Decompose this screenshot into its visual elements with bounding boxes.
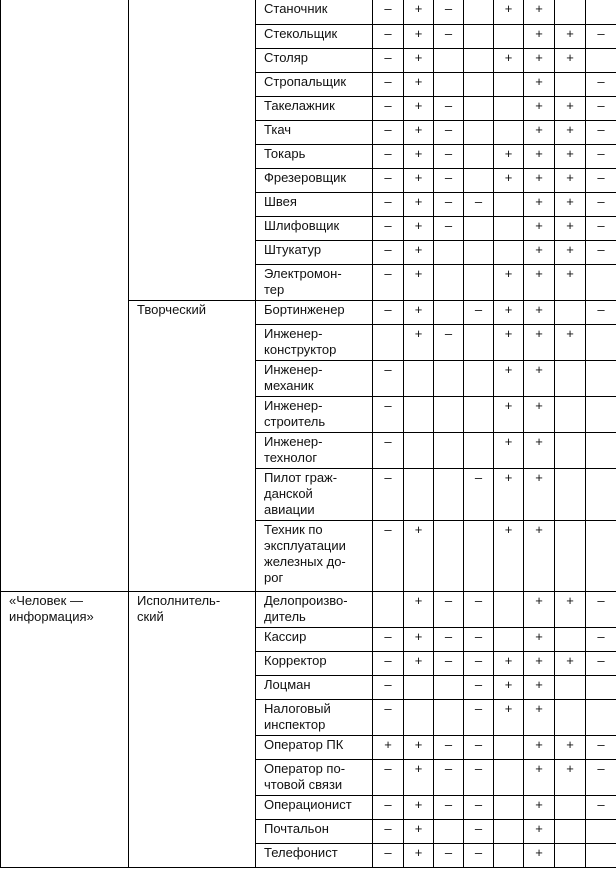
profession-name-cell: Инженер- строитель: [256, 396, 373, 432]
mark-cell: [586, 819, 616, 843]
mark-cell: –: [434, 759, 464, 795]
mark-cell: +: [404, 48, 434, 72]
mark-cell: [404, 468, 434, 520]
mark-cell: –: [373, 520, 404, 591]
mark-cell: +: [524, 759, 555, 795]
mark-cell: –: [464, 699, 494, 735]
mark-cell: [464, 0, 494, 24]
mark-cell: –: [373, 699, 404, 735]
mark-cell: +: [524, 0, 555, 24]
mark-cell: +: [494, 675, 524, 699]
mark-cell: [434, 72, 464, 96]
profession-name-cell: Швея: [256, 192, 373, 216]
mark-cell: +: [524, 699, 555, 735]
mark-cell: –: [373, 96, 404, 120]
profession-name-cell: Пилот граж- данской авиации: [256, 468, 373, 520]
mark-cell: [494, 759, 524, 795]
profession-name-cell: Шлифовщик: [256, 216, 373, 240]
mark-cell: +: [524, 96, 555, 120]
mark-cell: [494, 240, 524, 264]
mark-cell: [494, 24, 524, 48]
mark-cell: [434, 264, 464, 300]
mark-cell: +: [524, 468, 555, 520]
mark-cell: [434, 240, 464, 264]
mark-cell: –: [373, 264, 404, 300]
mark-cell: +: [404, 264, 434, 300]
mark-cell: +: [524, 819, 555, 843]
mark-cell: +: [555, 759, 586, 795]
mark-cell: +: [494, 396, 524, 432]
mark-cell: +: [494, 324, 524, 360]
mark-cell: [555, 675, 586, 699]
mark-cell: –: [373, 72, 404, 96]
type-cell: [129, 0, 256, 300]
mark-cell: –: [464, 735, 494, 759]
mark-cell: [464, 48, 494, 72]
mark-cell: –: [464, 795, 494, 819]
mark-cell: –: [586, 168, 616, 192]
mark-cell: +: [524, 240, 555, 264]
mark-cell: +: [494, 48, 524, 72]
profession-name-cell: Операционист: [256, 795, 373, 819]
mark-cell: +: [555, 216, 586, 240]
mark-cell: [555, 795, 586, 819]
mark-cell: +: [524, 192, 555, 216]
mark-cell: [464, 216, 494, 240]
mark-cell: +: [524, 651, 555, 675]
mark-cell: [586, 843, 616, 867]
mark-cell: [434, 675, 464, 699]
mark-cell: +: [404, 300, 434, 324]
mark-cell: +: [404, 651, 434, 675]
profession-name-cell: Столяр: [256, 48, 373, 72]
mark-cell: [586, 264, 616, 300]
mark-cell: +: [404, 168, 434, 192]
profession-name-cell: Фрезеровщик: [256, 168, 373, 192]
mark-cell: +: [524, 591, 555, 627]
mark-cell: [494, 627, 524, 651]
mark-cell: +: [524, 396, 555, 432]
mark-cell: –: [586, 627, 616, 651]
mark-cell: –: [434, 591, 464, 627]
mark-cell: –: [464, 468, 494, 520]
mark-cell: –: [586, 120, 616, 144]
mark-cell: –: [373, 396, 404, 432]
mark-cell: +: [555, 264, 586, 300]
mark-cell: [586, 675, 616, 699]
mark-cell: +: [404, 144, 434, 168]
table-body: [1, 0, 616, 867]
type-cell: Творческий: [129, 300, 256, 591]
mark-cell: +: [555, 324, 586, 360]
mark-cell: –: [373, 627, 404, 651]
mark-cell: +: [555, 96, 586, 120]
mark-cell: +: [524, 627, 555, 651]
mark-cell: [586, 324, 616, 360]
mark-cell: [464, 120, 494, 144]
mark-cell: +: [404, 96, 434, 120]
mark-cell: –: [373, 843, 404, 867]
mark-cell: [555, 0, 586, 24]
mark-cell: +: [524, 300, 555, 324]
mark-cell: –: [373, 759, 404, 795]
type-cell: Исполнитель- ский: [129, 591, 256, 867]
mark-cell: +: [524, 324, 555, 360]
mark-cell: +: [494, 520, 524, 591]
mark-cell: +: [555, 735, 586, 759]
mark-cell: [494, 843, 524, 867]
mark-cell: [434, 819, 464, 843]
mark-cell: +: [555, 120, 586, 144]
mark-cell: [404, 699, 434, 735]
mark-cell: –: [464, 627, 494, 651]
profession-name-cell: Оператор ПК: [256, 735, 373, 759]
mark-cell: –: [373, 795, 404, 819]
mark-cell: +: [524, 360, 555, 396]
mark-cell: +: [524, 843, 555, 867]
mark-cell: +: [494, 300, 524, 324]
mark-cell: –: [464, 651, 494, 675]
profession-name-cell: Стекольщик: [256, 24, 373, 48]
mark-cell: [464, 360, 494, 396]
mark-cell: +: [404, 0, 434, 24]
profession-name-cell: Станочник: [256, 0, 373, 24]
mark-cell: +: [373, 735, 404, 759]
domain-cell: «Человек — информация»: [1, 591, 129, 867]
mark-cell: –: [586, 735, 616, 759]
mark-cell: –: [373, 300, 404, 324]
mark-cell: [404, 432, 434, 468]
mark-cell: +: [404, 591, 434, 627]
mark-cell: [464, 396, 494, 432]
mark-cell: –: [586, 216, 616, 240]
mark-cell: +: [524, 72, 555, 96]
profession-name-cell: Штукатур: [256, 240, 373, 264]
mark-cell: [555, 432, 586, 468]
mark-cell: –: [434, 735, 464, 759]
profession-name-cell: Электромон- тер: [256, 264, 373, 300]
mark-cell: [494, 192, 524, 216]
mark-cell: –: [373, 168, 404, 192]
mark-cell: +: [404, 216, 434, 240]
mark-cell: +: [494, 360, 524, 396]
mark-cell: [464, 432, 494, 468]
mark-cell: [555, 72, 586, 96]
mark-cell: [464, 168, 494, 192]
mark-cell: [373, 591, 404, 627]
mark-cell: +: [524, 675, 555, 699]
mark-cell: [494, 72, 524, 96]
mark-cell: [555, 468, 586, 520]
mark-cell: [555, 699, 586, 735]
mark-cell: [434, 699, 464, 735]
mark-cell: [464, 520, 494, 591]
mark-cell: [586, 468, 616, 520]
domain-cell: [1, 0, 129, 591]
profession-name-cell: Техник по эксплуатации железных до- рог: [256, 520, 373, 591]
mark-cell: [464, 24, 494, 48]
mark-cell: [586, 432, 616, 468]
mark-cell: –: [434, 324, 464, 360]
mark-cell: [434, 48, 464, 72]
mark-cell: [464, 72, 494, 96]
profession-name-cell: Инженер- технолог: [256, 432, 373, 468]
mark-cell: +: [555, 168, 586, 192]
mark-cell: +: [555, 144, 586, 168]
profession-name-cell: Инженер- конструктор: [256, 324, 373, 360]
mark-cell: +: [524, 735, 555, 759]
mark-cell: [434, 520, 464, 591]
mark-cell: [586, 48, 616, 72]
mark-cell: [434, 396, 464, 432]
mark-cell: +: [494, 168, 524, 192]
mark-cell: [555, 520, 586, 591]
mark-cell: +: [555, 48, 586, 72]
mark-cell: [434, 432, 464, 468]
mark-cell: –: [434, 96, 464, 120]
mark-cell: +: [404, 324, 434, 360]
mark-cell: +: [404, 819, 434, 843]
profession-name-cell: Почтальон: [256, 819, 373, 843]
profession-name-cell: Корректор: [256, 651, 373, 675]
mark-cell: –: [434, 216, 464, 240]
mark-cell: [494, 819, 524, 843]
mark-cell: –: [434, 24, 464, 48]
mark-cell: +: [555, 192, 586, 216]
mark-cell: +: [555, 591, 586, 627]
mark-cell: –: [373, 48, 404, 72]
mark-cell: –: [464, 819, 494, 843]
mark-cell: –: [586, 24, 616, 48]
mark-cell: +: [524, 144, 555, 168]
mark-cell: [555, 360, 586, 396]
mark-cell: –: [434, 795, 464, 819]
mark-cell: +: [404, 240, 434, 264]
profession-name-cell: Лоцман: [256, 675, 373, 699]
mark-cell: –: [464, 675, 494, 699]
mark-cell: [464, 96, 494, 120]
mark-cell: +: [524, 520, 555, 591]
mark-cell: +: [494, 144, 524, 168]
mark-cell: –: [373, 216, 404, 240]
mark-cell: [555, 300, 586, 324]
mark-cell: +: [404, 520, 434, 591]
mark-cell: –: [373, 651, 404, 675]
mark-cell: –: [586, 651, 616, 675]
mark-cell: +: [494, 0, 524, 24]
profession-name-cell: Ткач: [256, 120, 373, 144]
mark-cell: [434, 360, 464, 396]
profession-name-cell: Телефонист: [256, 843, 373, 867]
mark-cell: [404, 396, 434, 432]
mark-cell: –: [464, 591, 494, 627]
mark-cell: +: [404, 192, 434, 216]
mark-cell: [586, 360, 616, 396]
mark-cell: [494, 591, 524, 627]
mark-cell: +: [404, 24, 434, 48]
mark-cell: –: [434, 651, 464, 675]
mark-cell: +: [404, 843, 434, 867]
mark-cell: [494, 216, 524, 240]
mark-cell: –: [434, 192, 464, 216]
table-row: [1, 0, 616, 24]
mark-cell: +: [555, 651, 586, 675]
mark-cell: +: [555, 240, 586, 264]
mark-cell: –: [373, 24, 404, 48]
mark-cell: +: [494, 699, 524, 735]
mark-cell: –: [586, 192, 616, 216]
mark-cell: [494, 735, 524, 759]
mark-cell: [555, 627, 586, 651]
mark-cell: [494, 96, 524, 120]
mark-cell: [586, 699, 616, 735]
mark-cell: [373, 324, 404, 360]
mark-cell: +: [494, 468, 524, 520]
mark-cell: –: [373, 468, 404, 520]
mark-cell: –: [373, 144, 404, 168]
mark-cell: –: [464, 843, 494, 867]
mark-cell: –: [464, 192, 494, 216]
mark-cell: [586, 0, 616, 24]
mark-cell: +: [404, 795, 434, 819]
profession-name-cell: Оператор по- чтовой связи: [256, 759, 373, 795]
mark-cell: –: [586, 144, 616, 168]
mark-cell: –: [373, 675, 404, 699]
mark-cell: +: [404, 120, 434, 144]
mark-cell: +: [404, 72, 434, 96]
mark-cell: [586, 396, 616, 432]
mark-cell: –: [373, 240, 404, 264]
mark-cell: –: [586, 591, 616, 627]
profession-name-cell: Делопроизво- дитель: [256, 591, 373, 627]
mark-cell: [464, 264, 494, 300]
mark-cell: [494, 795, 524, 819]
mark-cell: –: [586, 795, 616, 819]
profession-name-cell: Стропальщик: [256, 72, 373, 96]
mark-cell: +: [524, 795, 555, 819]
mark-cell: +: [524, 216, 555, 240]
mark-cell: –: [373, 192, 404, 216]
mark-cell: –: [586, 300, 616, 324]
profession-name-cell: Бортинженер: [256, 300, 373, 324]
mark-cell: [555, 819, 586, 843]
mark-cell: –: [434, 0, 464, 24]
mark-cell: –: [373, 819, 404, 843]
mark-cell: –: [434, 843, 464, 867]
mark-cell: [434, 468, 464, 520]
mark-cell: –: [373, 432, 404, 468]
mark-cell: –: [434, 120, 464, 144]
mark-cell: –: [434, 627, 464, 651]
mark-cell: [494, 120, 524, 144]
mark-cell: –: [464, 759, 494, 795]
mark-cell: +: [494, 264, 524, 300]
mark-cell: [404, 675, 434, 699]
profession-name-cell: Токарь: [256, 144, 373, 168]
profession-name-cell: Кассир: [256, 627, 373, 651]
mark-cell: +: [524, 264, 555, 300]
mark-cell: –: [586, 72, 616, 96]
mark-cell: –: [373, 360, 404, 396]
mark-cell: [464, 240, 494, 264]
profession-name-cell: Такелажник: [256, 96, 373, 120]
mark-cell: [434, 300, 464, 324]
mark-cell: [555, 396, 586, 432]
mark-cell: +: [404, 735, 434, 759]
mark-cell: +: [404, 759, 434, 795]
mark-cell: [586, 520, 616, 591]
mark-cell: –: [586, 759, 616, 795]
table-row: [1, 591, 616, 627]
mark-cell: +: [524, 120, 555, 144]
mark-cell: +: [524, 432, 555, 468]
mark-cell: –: [586, 96, 616, 120]
mark-cell: –: [586, 240, 616, 264]
mark-cell: +: [524, 48, 555, 72]
mark-cell: +: [494, 432, 524, 468]
mark-cell: +: [404, 627, 434, 651]
mark-cell: +: [524, 24, 555, 48]
mark-cell: –: [434, 168, 464, 192]
mark-cell: [555, 843, 586, 867]
mark-cell: –: [373, 120, 404, 144]
mark-cell: –: [373, 0, 404, 24]
profession-name-cell: Инженер- механик: [256, 360, 373, 396]
mark-cell: [464, 324, 494, 360]
mark-cell: –: [464, 300, 494, 324]
mark-cell: +: [555, 24, 586, 48]
mark-cell: +: [494, 651, 524, 675]
mark-cell: +: [524, 168, 555, 192]
mark-cell: [404, 360, 434, 396]
mark-cell: [464, 144, 494, 168]
mark-cell: –: [434, 144, 464, 168]
profession-name-cell: Налоговый инспектор: [256, 699, 373, 735]
